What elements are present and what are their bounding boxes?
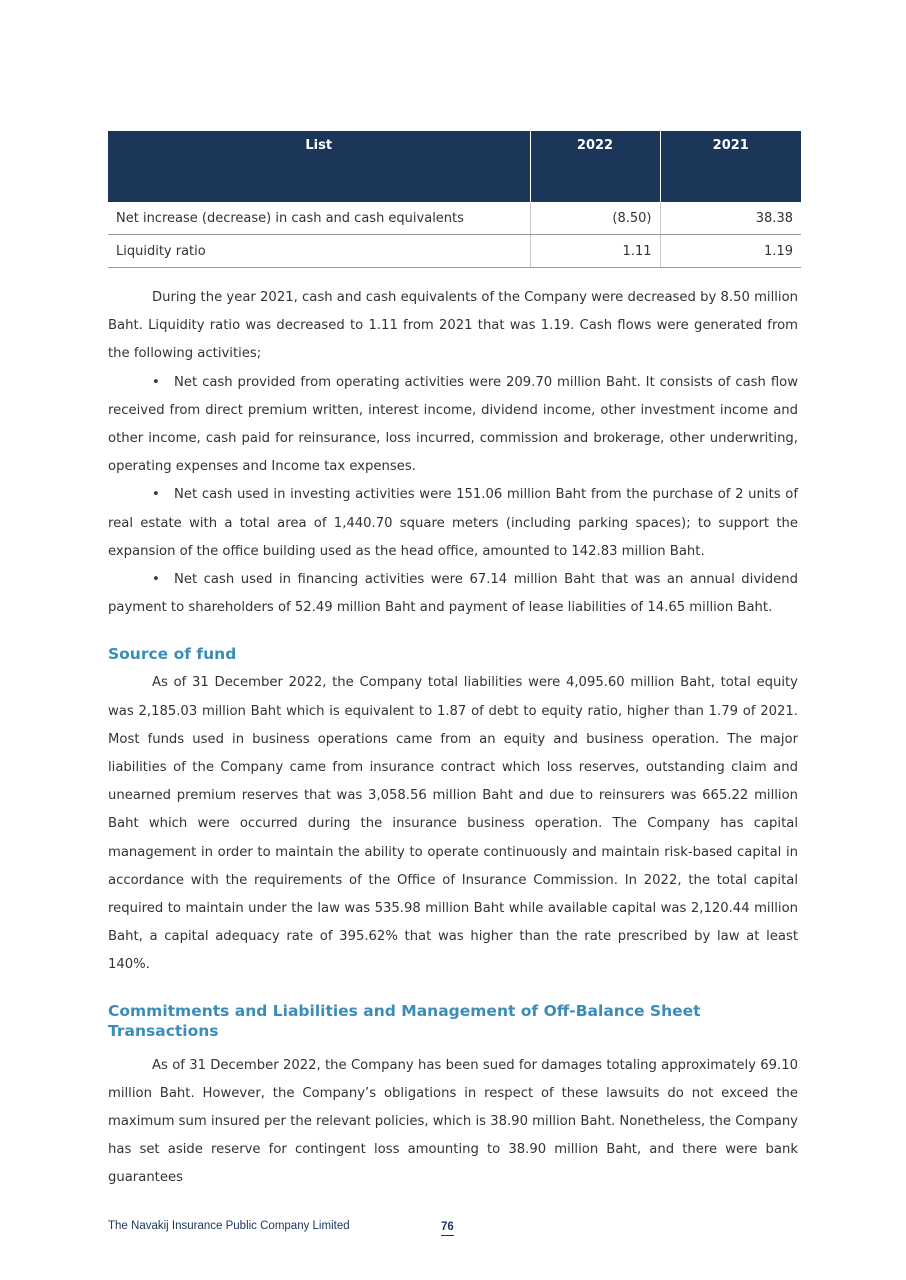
commitments-paragraph: As of 31 December 2022, the Company has been sued for damages totaling approximately 69.10 million Baht. However, the Company’s obligations in respect of these lawsuits do not exceed the maximum sum insured per the relevant policies, which is 38.90 million Baht. Nonetheless, the Company has set aside reserve for contingent loss amounting to 38.90 million Baht, and there were bank guarantees [108,1057,798,1186]
bullet-icon: • [152,374,160,390]
bullet-investing [108,481,798,566]
table-row [108,202,801,235]
table-row [108,235,801,268]
header-2022: 2022 [530,131,660,202]
row-label: Net increase (decrease) in cash and cash equivalents [108,202,530,235]
intro-paragraph: During the year 2021, cash and cash equivalents of the Company were decreased by 8.50 million Baht. Liquidity ratio was decreased to 1.11 from 2021 that was 1.19. Cash flows were generated from the following activities; [108,290,798,362]
row-label: Liquidity ratio [108,235,530,268]
bullet-operating [108,369,798,482]
table-header-row [108,131,801,202]
summary-table-container [108,131,801,268]
bullet-icon: • [152,487,160,503]
page-number: 76 [441,1220,454,1236]
bullet-financing [108,566,798,622]
source-of-fund-paragraph: As of 31 December 2022, the Company total liabilities were 4,095.60 million Baht, total equity was 2,185.03 million Baht which is equivalent to 1.87 of debt to equity ratio, higher than 1.79 of 2021. Most funds used in business operations came from an equity and business operation. The major liabilities of the Company came from insurance contract which loss reserves, outstanding claim and unearned premium reserves that was 3,058.56 million Baht and due to reinsurers was 665.22 million Baht which were occurred during the insurance business operation. The Company has capital management in order to maintain the ability to operate continuously and maintain risk-based capital in accordance with the requirements of the Office of Insurance Commission. In 2022, the total capital required to maintain under the law was 535.98 million Baht while available capital was 2,120.44 million Baht, a capital adequacy rate of 395.62% that was higher than the rate prescribed by law at least 140%. [108,675,798,973]
row-value-2022: 1.11 [530,235,660,268]
source-of-fund-heading: Source of fund [108,645,237,664]
row-value-2022: (8.50) [530,202,660,235]
bullet-financing-text: Net cash used in financing activities were 67.14 million Baht that was an annual dividend payment to shareholders of 52.49 million Baht and payment of lease liabilities of 14.65 million Baht. [108,572,798,616]
row-value-2021: 38.38 [660,202,801,235]
body-content [108,284,798,1193]
row-value-2021: 1.19 [660,235,801,268]
cash-flow-summary-table [108,131,801,268]
commitments-heading: Commitments and Liabilities and Management of Off-Balance Sheet Transactions [108,1001,701,1040]
bullet-icon: • [152,572,160,588]
header-2021: 2021 [660,131,801,202]
bullet-operating-text: Net cash provided from operating activities were 209.70 million Baht. It consists of cash flow received from direct premium written, interest income, dividend income, other investment income and other income, cash paid for reinsurance, loss incurred, commission and brokerage, other underwriting, operating expenses and Income tax expenses. [108,374,798,475]
bullet-investing-text: Net cash used in investing activities were 151.06 million Baht from the purchase of 2 units of real estate with a total area of 1,440.70 square meters (including parking spaces); to support the expansion of the office building used as the head office, amounted to 142.83 million Baht. [108,487,798,559]
footer-company-name: The Navakij Insurance Public Company Limited [108,1220,350,1232]
header-list: List [108,131,530,202]
